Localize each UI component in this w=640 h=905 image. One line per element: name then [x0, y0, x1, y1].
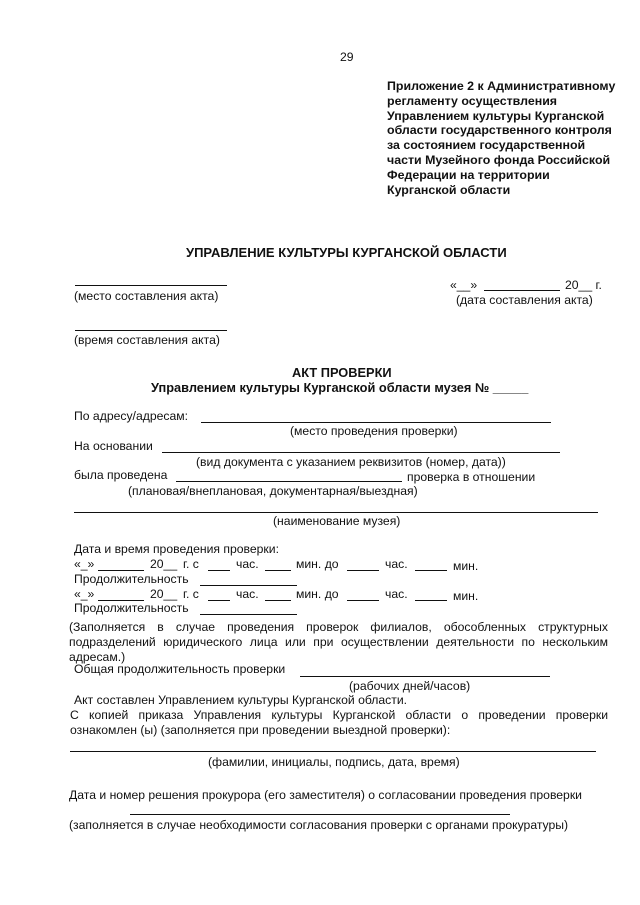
date-month-line: [484, 290, 560, 291]
duration-label-2: Продолжительность: [74, 601, 189, 615]
appendix-block: Приложение 2 к Административному регламенту осуществления Управлением культуры Курганской области государственного контроля за состоянием государственной части Музейного фонда Российской Федерации на территории Курганской области: [387, 79, 616, 197]
composed-text: Акт составлен Управлением культуры Курганской области.: [74, 693, 408, 707]
names-hint: (фамилии, инициалы, подпись, дата, время): [208, 755, 460, 769]
date-day: «__»: [450, 278, 478, 292]
row2-hour2: час.: [385, 587, 408, 601]
row1-month-line: [98, 570, 144, 571]
duration-line-2: [200, 614, 297, 615]
row1-m2-line: [415, 570, 447, 571]
duration-line-1: [200, 585, 297, 586]
row2-hour: час.: [236, 587, 259, 601]
duration-label-1: Продолжительность: [74, 572, 189, 586]
total-label: Общая продолжительность проверки: [74, 662, 286, 676]
row1-min-to: мин. до: [296, 557, 339, 571]
row1-hour: час.: [236, 557, 259, 571]
conducted-tail: проверка в отношении: [407, 470, 536, 484]
total-hint: (рабочих дней/часов): [349, 679, 471, 693]
museum-hint: (наименование музея): [273, 514, 401, 528]
time-label: (время составления акта): [74, 333, 220, 347]
date-label: (дата составления акта): [456, 293, 593, 307]
date-year: 20__ г.: [565, 278, 602, 292]
org-heading: УПРАВЛЕНИЕ КУЛЬТУРЫ КУРГАНСКОЙ ОБЛАСТИ: [186, 245, 507, 260]
row1-m1-line: [265, 570, 291, 571]
row2-m1-line: [265, 600, 291, 601]
address-hint: (место проведения проверки): [290, 424, 458, 438]
prosecutor-text: Дата и номер решения прокурора (его заместителя) о согласовании проведения проверки: [69, 788, 582, 802]
conducted-hint: (плановая/внеплановая, документарная/выездная): [128, 484, 418, 498]
page-number: 29: [340, 50, 354, 64]
address-label: По адресу/адресам:: [74, 409, 189, 423]
row1-hour2: час.: [385, 557, 408, 571]
address-line: [201, 422, 551, 423]
time-line: [75, 330, 227, 331]
row1-quote: «_»: [74, 557, 95, 571]
place-label: (место составления акта): [74, 289, 219, 303]
total-line: [300, 676, 550, 677]
row2-m2-line: [415, 600, 447, 601]
row2-h2-line: [347, 600, 379, 601]
conducted-label: была проведена: [74, 468, 168, 482]
act-subtitle: Управлением культуры Курганской области музея № _____: [151, 380, 529, 395]
prosecutor-note: (заполняется в случае необходимости согласования проверки с органами прокуратуры): [69, 818, 569, 832]
act-title: АКТ ПРОВЕРКИ: [292, 365, 392, 380]
acquaint-text: С копией приказа Управления культуры Курганской области о проведении проверки ознакомлен (ы) (заполняется при проведении выездной проверки):: [70, 708, 608, 737]
row2-year: 20__: [150, 587, 178, 601]
row1-h2-line: [347, 570, 379, 571]
names-line: [70, 751, 596, 752]
row1-year: 20__: [150, 557, 178, 571]
basis-hint: (вид документа с указанием реквизитов (номер, дата)): [196, 455, 506, 469]
place-line: [75, 285, 227, 286]
museum-line: [74, 512, 598, 513]
row1-min: мин.: [453, 559, 479, 573]
conducted-line: [176, 481, 402, 482]
row2-min: мин.: [453, 589, 479, 603]
row2-from: г. с: [183, 587, 199, 601]
row1-from: г. с: [183, 557, 199, 571]
row2-h1-line: [208, 600, 230, 601]
row2-quote: «_»: [74, 587, 95, 601]
prosecutor-line: [130, 814, 510, 815]
basis-label: На основании: [74, 439, 153, 453]
datetime-label: Дата и время проведения проверки:: [74, 542, 279, 556]
branches-note: (Заполняется в случае проведения проверок филиалов, обособленных структурных подразделений юридического лица или при осуществлении деятельности по нескольким адресам.): [69, 620, 608, 664]
row2-min-to: мин. до: [296, 587, 339, 601]
basis-line: [162, 452, 560, 453]
row1-h1-line: [208, 570, 230, 571]
